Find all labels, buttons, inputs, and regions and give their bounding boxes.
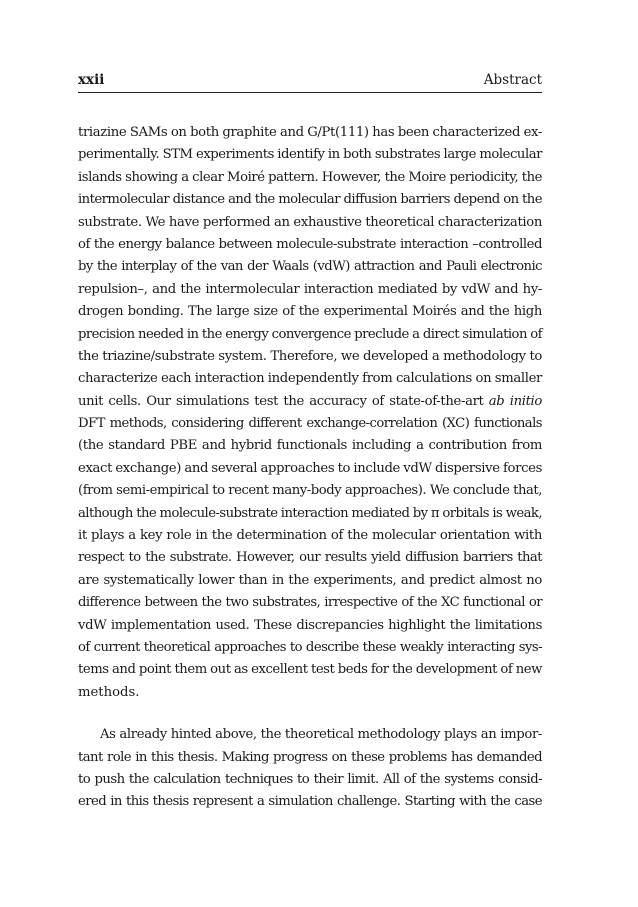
text-line: by the interplay of the van der Waals (vdW) attraction and Pauli electronic	[78, 259, 542, 275]
text-line: of current theoretical approaches to describe these weakly interacting sys-	[78, 639, 542, 655]
body-text	[78, 122, 542, 814]
text-line: As already hinted above, the theoretical methodology plays an impor-	[100, 727, 542, 743]
text-line: are systematically lower than in the experiments, and predict almost no	[78, 572, 542, 588]
text-line: drogen bonding. The large size of the experimental Moirés and the high	[78, 304, 542, 320]
page-number: xxii	[78, 72, 105, 88]
text-line: of the energy balance between molecule-substrate interaction –controlled	[78, 236, 542, 252]
text-line: substrate. We have performed an exhaustive theoretical characterization	[78, 214, 542, 230]
text-line: triazine SAMs on both graphite and G/Pt(111) has been characterized ex-	[78, 125, 542, 140]
text-line: repulsion–, and the intermolecular interaction mediated by vdW and hy-	[78, 281, 542, 297]
text-line: although the molecule-substrate interaction mediated by π orbitals is weak,	[78, 505, 542, 521]
paragraph-1	[78, 122, 542, 704]
text-line-with-italic	[78, 391, 542, 413]
text-line: precision needed in the energy convergence preclude a direct simulation of	[78, 326, 542, 342]
text-line: tant role in this thesis. Making progress on these problems has demanded	[78, 749, 542, 765]
text-fragment: unit cells. Our simulations test the accuracy of state-of-the-art	[78, 393, 484, 409]
text-line: (from semi-empirical to recent many-body approaches). We conclude that,	[78, 483, 542, 499]
text-line: intermolecular distance and the molecular diffusion barriers depend on the	[78, 192, 542, 208]
text-line: difference between the two substrates, irrespective of the XC functional or	[78, 595, 542, 611]
text-line: islands showing a clear Moiré pattern. However, the Moire periodicity, the	[78, 169, 542, 185]
text-line: respect to the substrate. However, our results yield diffusion barriers that	[78, 550, 542, 566]
text-line: tems and point them out as excellent test beds for the development of new	[78, 662, 542, 678]
text-line: vdW implementation used. These discrepancies highlight the limitations	[78, 617, 542, 633]
text-line: perimentally. STM experiments identify in both substrates large molecular	[78, 147, 542, 163]
text-line: it plays a key role in the determination of the molecular orientation with	[78, 528, 542, 544]
text-line: characterize each interaction independently from calculations on smaller	[78, 371, 542, 387]
text-line: DFT methods, considering different exchange-correlation (XC) functionals	[78, 416, 542, 432]
text-line: ered in this thesis represent a simulation challenge. Starting with the case	[78, 794, 542, 810]
text-line: to push the calculation techniques to their limit. All of the systems consid-	[78, 771, 542, 787]
chapter-title: Abstract	[483, 72, 542, 88]
text-line: methods.	[78, 684, 140, 700]
paragraph-2	[78, 724, 542, 814]
running-header	[78, 72, 542, 93]
text-line: the triazine/substrate system. Therefore, we developed a methodology to	[78, 348, 542, 364]
text-line: (the standard PBE and hybrid functionals including a contribution from	[78, 438, 542, 454]
paragraph-gap	[78, 704, 542, 724]
text-line: exact exchange) and several approaches to include vdW dispersive forces	[78, 460, 542, 476]
italic-phrase: ab initio	[488, 393, 542, 409]
